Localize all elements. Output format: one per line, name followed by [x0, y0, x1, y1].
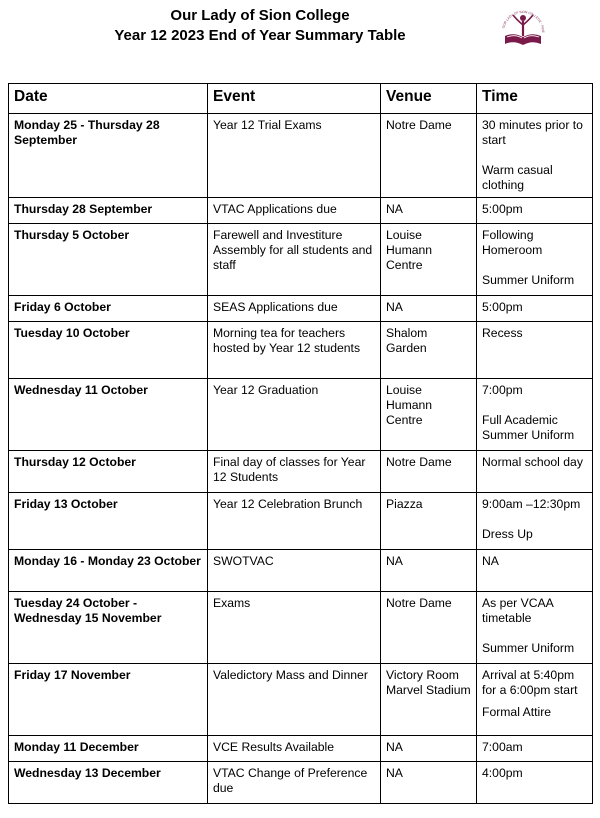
date-cell: Thursday 12 October — [9, 451, 208, 493]
time-line: 4:00pm — [482, 766, 523, 780]
time-cell — [477, 664, 593, 736]
venue-cell: NA — [381, 762, 477, 804]
event-cell: Year 12 Graduation — [208, 379, 381, 451]
time-cell — [477, 592, 593, 664]
venue-cell: Victory Room Marvel Stadium — [381, 664, 477, 736]
column-header-date: Date — [9, 84, 208, 114]
table-row — [9, 451, 593, 493]
table-row — [9, 322, 593, 379]
school-name: Our Lady of Sion College — [170, 7, 350, 24]
time-line: Normal school day — [482, 455, 583, 469]
event-cell: SWOTVAC — [208, 550, 381, 592]
event-cell: VTAC Applications due — [208, 198, 381, 224]
time-line: Following Homeroom — [482, 228, 543, 257]
event-cell: Year 12 Celebration Brunch — [208, 493, 381, 550]
time-cell — [477, 762, 593, 804]
venue-cell: Notre Dame — [381, 451, 477, 493]
table-row — [9, 198, 593, 224]
time-line: Recess — [482, 326, 523, 340]
venue-cell: Louise Humann Centre — [381, 224, 477, 296]
table-row — [9, 296, 593, 322]
event-cell: Valedictory Mass and Dinner — [208, 664, 381, 736]
svg-text:OUR LADY OF SION COLLEGE · FID — [495, 6, 545, 33]
date-cell: Monday 25 - Thursday 28 September — [9, 114, 208, 198]
table-row — [9, 736, 593, 762]
date-cell: Tuesday 10 October — [9, 322, 208, 379]
venue-cell: NA — [381, 296, 477, 322]
time-cell — [477, 296, 593, 322]
date-cell: Friday 13 October — [9, 493, 208, 550]
date-cell: Wednesday 11 October — [9, 379, 208, 451]
event-cell: VTAC Change of Preference due — [208, 762, 381, 804]
time-line: 9:00am –12:30pm — [482, 497, 581, 511]
table-header-row — [9, 84, 593, 114]
time-cell — [477, 550, 593, 592]
venue-cell: Notre Dame — [381, 114, 477, 198]
table-row — [9, 493, 593, 550]
date-cell: Thursday 5 October — [9, 224, 208, 296]
time-note: Summer Uniform — [482, 273, 575, 287]
logo-lettering: OUR LADY OF SION COLLEGE · FIDE — [501, 9, 546, 33]
table-row — [9, 224, 593, 296]
time-cell — [477, 379, 593, 451]
date-cell: Friday 17 November — [9, 664, 208, 736]
date-cell: Tuesday 24 October - Wednesday 15 November — [9, 592, 208, 664]
summary-table — [8, 83, 593, 804]
date-cell: Monday 11 December — [9, 736, 208, 762]
table-row — [9, 592, 593, 664]
table-row — [9, 664, 593, 736]
event-cell: Morning tea for teachers hosted by Year 12 students — [208, 322, 381, 379]
date-cell: Monday 16 - Monday 23 October — [9, 550, 208, 592]
time-cell — [477, 114, 593, 198]
time-cell — [477, 451, 593, 493]
column-header-time: Time — [477, 84, 593, 114]
time-line: 5:00pm — [482, 202, 523, 216]
time-line: 30 minutes prior to start — [482, 118, 583, 147]
table-row — [9, 379, 593, 451]
event-cell: VCE Results Available — [208, 736, 381, 762]
time-note: Formal Attire — [482, 705, 552, 719]
time-line: Arrival at 5:40pm for a 6:00pm start — [482, 668, 578, 697]
time-cell — [477, 198, 593, 224]
event-cell: SEAS Applications due — [208, 296, 381, 322]
column-header-event: Event — [208, 84, 381, 114]
time-cell — [477, 322, 593, 379]
time-note: Summer Uniform — [482, 641, 575, 655]
table-row — [9, 114, 593, 198]
time-cell — [477, 224, 593, 296]
table-row — [9, 550, 593, 592]
table-row — [9, 762, 593, 804]
table-subtitle: Year 12 2023 End of Year Summary Table — [114, 27, 406, 44]
document-title — [0, 6, 520, 46]
time-note: Full Academic Summer Uniform — [482, 413, 575, 442]
venue-cell: Louise Humann Centre — [381, 379, 477, 451]
venue-cell: Shalom Garden — [381, 322, 477, 379]
event-cell: Exams — [208, 592, 381, 664]
time-line: 5:00pm — [482, 300, 523, 314]
date-cell: Friday 6 October — [9, 296, 208, 322]
time-line: NA — [482, 554, 499, 568]
time-cell — [477, 736, 593, 762]
venue-cell: NA — [381, 550, 477, 592]
column-header-venue: Venue — [381, 84, 477, 114]
time-line: As per VCAA timetable — [482, 596, 554, 625]
time-note: Warm casual clothing — [482, 163, 553, 192]
event-cell: Final day of classes for Year 12 Students — [208, 451, 381, 493]
time-line: 7:00am — [482, 740, 523, 754]
event-cell: Farewell and Investiture Assembly for all students and staff — [208, 224, 381, 296]
time-cell — [477, 493, 593, 550]
venue-cell: NA — [381, 198, 477, 224]
venue-cell: Piazza — [381, 493, 477, 550]
event-cell: Year 12 Trial Exams — [208, 114, 381, 198]
college-logo — [495, 6, 551, 54]
date-cell: Thursday 28 September — [9, 198, 208, 224]
time-note: Dress Up — [482, 527, 533, 541]
venue-cell: NA — [381, 736, 477, 762]
date-cell: Wednesday 13 December — [9, 762, 208, 804]
time-line: 7:00pm — [482, 383, 523, 397]
venue-cell: Notre Dame — [381, 592, 477, 664]
